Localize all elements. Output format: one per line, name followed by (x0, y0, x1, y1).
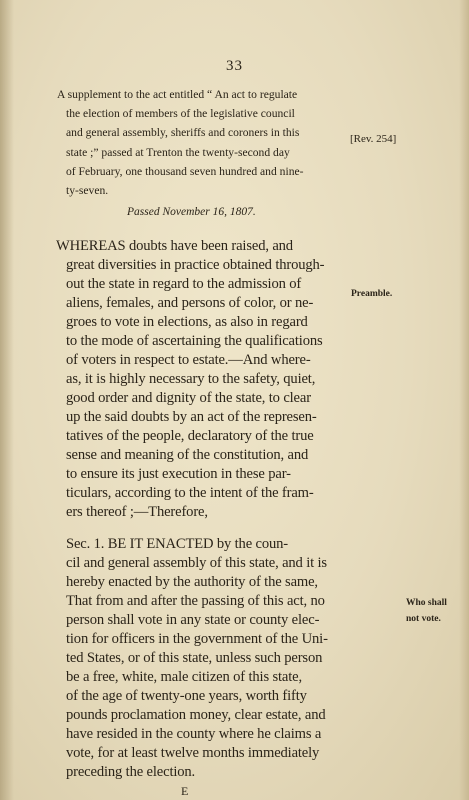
title-line-1: A supplement to the act entitled “ An act to regulate (57, 88, 298, 101)
preamble-line-13: to ensure its just execution in these par- (66, 466, 291, 482)
section-line-12: vote, for at least twelve months immediately (66, 745, 320, 761)
margin-note-not-vote: not vote. (406, 614, 441, 624)
section-line-2: cil and general assembly of this state, and it is (66, 555, 327, 571)
section-line-8: be a free, white, male citizen of this state, (66, 669, 302, 685)
section-line-11: have resided in the county where he claims a (66, 726, 322, 742)
preamble-line-7: of voters in respect to estate.—And where- (66, 352, 311, 368)
preamble-line-15: ers thereof ;—Therefore, (66, 504, 208, 520)
signature-mark: E (181, 784, 189, 798)
section-line-4: That from and after the passing of this act, no (66, 593, 325, 609)
margin-note-who-shall: Who shall (406, 598, 447, 608)
margin-note-preamble: Preamble. (351, 289, 393, 299)
title-line-2: the election of members of the legislative council (66, 107, 295, 120)
preamble-line-12: sense and meaning of the constitution, and (66, 447, 309, 463)
preamble-line-2: great diversities in practice obtained through- (66, 257, 325, 273)
preamble-line-10: up the said doubts by an act of the represen- (66, 409, 317, 425)
title-line-4: state ;” passed at Trenton the twenty-second day (66, 146, 290, 159)
preamble-line-11: tatives of the people, declaratory of the true (66, 428, 314, 444)
section-line-9: of the age of twenty-one years, worth fifty (66, 688, 307, 704)
page-edge-shadow-right (459, 0, 469, 800)
preamble-line-4: aliens, females, and persons of color, or ne- (66, 295, 314, 311)
section-line-5: person shall vote in any state or county elec- (66, 612, 320, 628)
page-edge-shadow-left (0, 0, 14, 800)
page-number: 33 (226, 58, 243, 74)
preamble-line-9: good order and dignity of the state, to clear (66, 390, 311, 406)
section-line-7: ted States, or of this state, unless such person (66, 650, 323, 666)
margin-note-revision: [Rev. 254] (350, 133, 397, 145)
section-line-3: hereby enacted by the authority of the same, (66, 574, 318, 590)
preamble-line-6: to the mode of ascertaining the qualifications (66, 333, 323, 349)
title-line-3: and general assembly, sheriffs and coroners in this (66, 126, 300, 139)
section-line-10: pounds proclamation money, clear estate, and (66, 707, 326, 723)
section-line-13: preceding the election. (66, 764, 196, 780)
preamble-line-3: out the state in regard to the admission of (66, 276, 302, 292)
preamble-line-1: WHEREAS doubts have been raised, and (56, 238, 293, 254)
preamble-line-8: as, it is highly necessary to the safety, quiet, (66, 371, 316, 387)
section-line-1: Sec. 1. BE IT ENACTED by the coun- (66, 536, 289, 552)
preamble-line-14: ticulars, according to the intent of the fram- (66, 485, 314, 501)
title-line-6: ty-seven. (66, 184, 109, 197)
title-line-5: of February, one thousand seven hundred and nine- (66, 165, 304, 178)
preamble-line-5: groes to vote in elections, as also in regard (66, 314, 308, 330)
passed-date: Passed November 16, 1807. (127, 206, 256, 218)
section-line-6: tion for officers in the government of the Uni- (66, 631, 328, 647)
